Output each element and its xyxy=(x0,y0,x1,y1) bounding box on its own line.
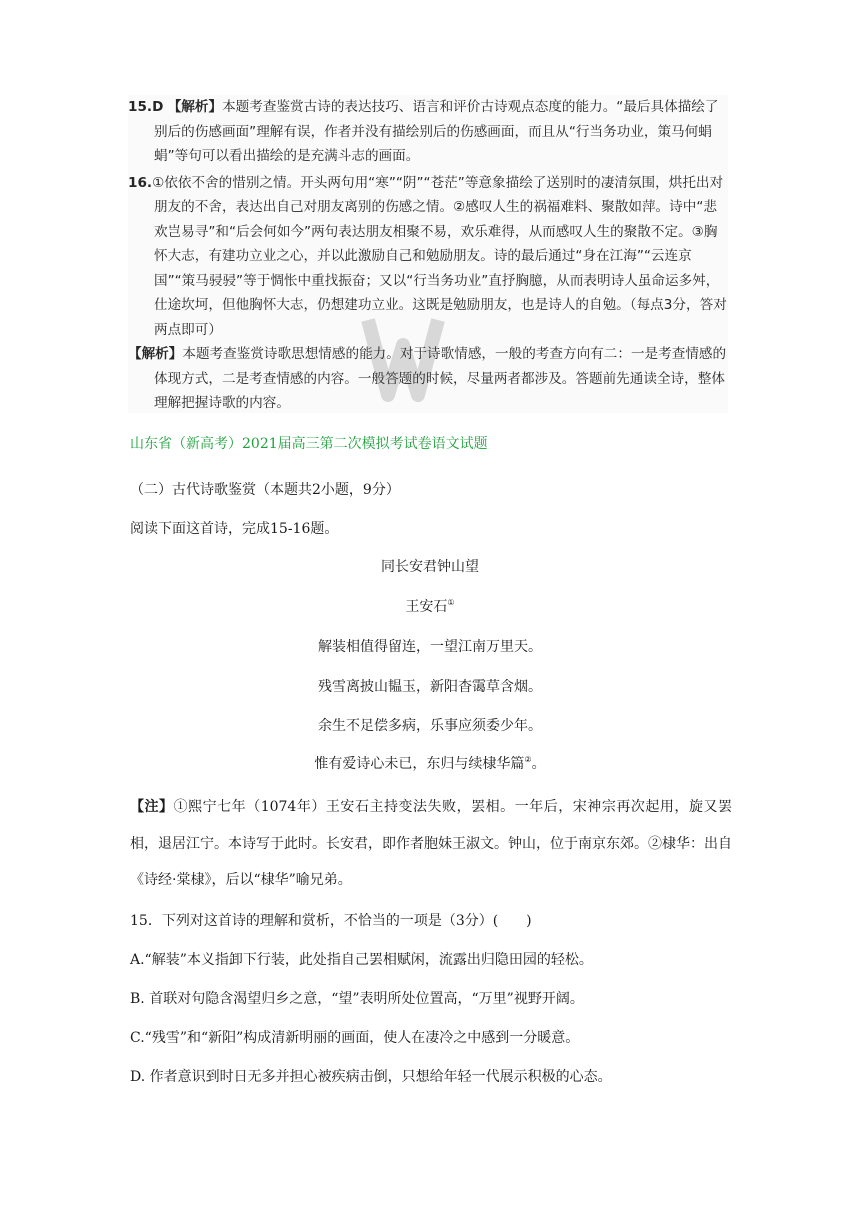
answer-15-text: 本题考查鉴赏古诗的表达技巧、语言和评价古诗观点态度的能力。“最后具体描绘了别后的伤感画面”理解有误，作者并没有描绘别后的伤感画面，而且从“行当务功业，策马何蜎蜎”等句可以看出描绘的是充满斗志的画面。 xyxy=(154,99,719,164)
answer-15 xyxy=(128,95,728,169)
poem-line-1: 解装相值得留连，一望江南万里天。 xyxy=(318,639,542,655)
section-heading: （二）古代诗歌鉴赏（本题共2小题，9分） xyxy=(130,482,400,498)
poem-line-4-footnote-mark: ② xyxy=(524,755,532,764)
answer-16-number: 16. xyxy=(128,174,153,191)
poem-line-4-end: 。 xyxy=(531,756,546,772)
poem-line-4-text: 惟有爱诗心未已，东归与续棣华篇 xyxy=(314,756,525,772)
poem-author xyxy=(130,596,730,616)
note-label: 【注】 xyxy=(130,799,174,815)
option-b: B. 首联对句隐含渴望归乡之意，“望”表明所处位置高，“万里”视野开阔。 xyxy=(130,991,584,1007)
poem-author-footnote-mark: ① xyxy=(447,598,455,607)
poem-line-2: 残雪离披山韫玉，新阳杳霭草含烟。 xyxy=(318,679,542,695)
option-c: C.“残雪”和“新阳”构成清新明丽的画面，使人在凄冷之中感到一分暖意。 xyxy=(130,1030,580,1046)
question-15-stem: 15．下列对这首诗的理解和赏析，不恰当的一项是（3分）( ) xyxy=(130,913,532,929)
option-a: A.“解装”本义指卸下行装，此处指自己罢相赋闲，流露出归隐田园的轻松。 xyxy=(130,952,593,968)
answer-16-analysis-tag: 【解析】 xyxy=(128,346,183,362)
note-text: ①熙宁七年（1074年）王安石主持变法失败，罢相。一年后，宋神宗再次起用，旋又罢相，退居江宁。本诗写于此时。长安君，即作者胞妹王淑文。钟山，位于南京东郊。②棣华：出自《诗经·棠棣》，后以“棣华”喻兄弟。 xyxy=(130,799,732,888)
answer-16-analysis xyxy=(128,342,728,413)
poem-line-3: 余生不足偿多病，乐事应须委少年。 xyxy=(318,718,542,734)
source-title: 山东省（新高考）2021届高三第二次模拟考试卷语文试题 xyxy=(130,436,488,452)
instruction: 阅读下面这首诗，完成15-16题。 xyxy=(130,521,339,537)
option-d: D. 作者意识到时日无多并担心被疾病击倒，只想给年轻一代展示积极的心态。 xyxy=(130,1069,612,1085)
poem-title: 同长安君钟山望 xyxy=(381,559,479,575)
poem-author-name: 王安石 xyxy=(405,599,448,615)
answer-16-text: ①依依不舍的惜别之情。开头两句用“寒”“阴”“苍茫”等意象描绘了送别时的凄清氛围，烘托出对朋友的不舍，表达出自己对朋友离别的伤感之情。②感叹人生的祸福难料、聚散如萍。诗中“悲欢岂易寻”和“后会何如今”两句表达朋友相聚不易，欢乐难得，从而感叹人生的聚散不定。③胸怀大志，有建功立业之心，并以此激励自己和勉励朋友。诗的最后通过“身在江海”“云连京国”“策马骎骎”等于惆怅中重找振奋；又以“行当务功业”直抒胸臆，从而表明诗人虽命运多舛，仕途坎坷，但他胸怀大志，仍想建功立业。这既是勉励朋友，也是诗人的自勉。（每点3分，答对两点即可） xyxy=(152,174,727,338)
poem-line-4 xyxy=(130,753,730,773)
answer-16 xyxy=(128,171,728,343)
scanned-answer-image xyxy=(128,95,728,413)
poem-note xyxy=(130,789,732,899)
answer-15-number: 15.D xyxy=(128,99,164,115)
answer-16-analysis-text: 本题考查鉴赏诗歌思想情感的能力。对于诗歌情感，一般的考查方向有二：一是考查情感的体现方式，二是考查情感的内容。一般答题的时候，尽量两者都涉及。答题前先通读全诗，整体理解把握诗歌的内容。 xyxy=(154,346,727,411)
answer-15-tag: 【解析】 xyxy=(167,99,223,115)
